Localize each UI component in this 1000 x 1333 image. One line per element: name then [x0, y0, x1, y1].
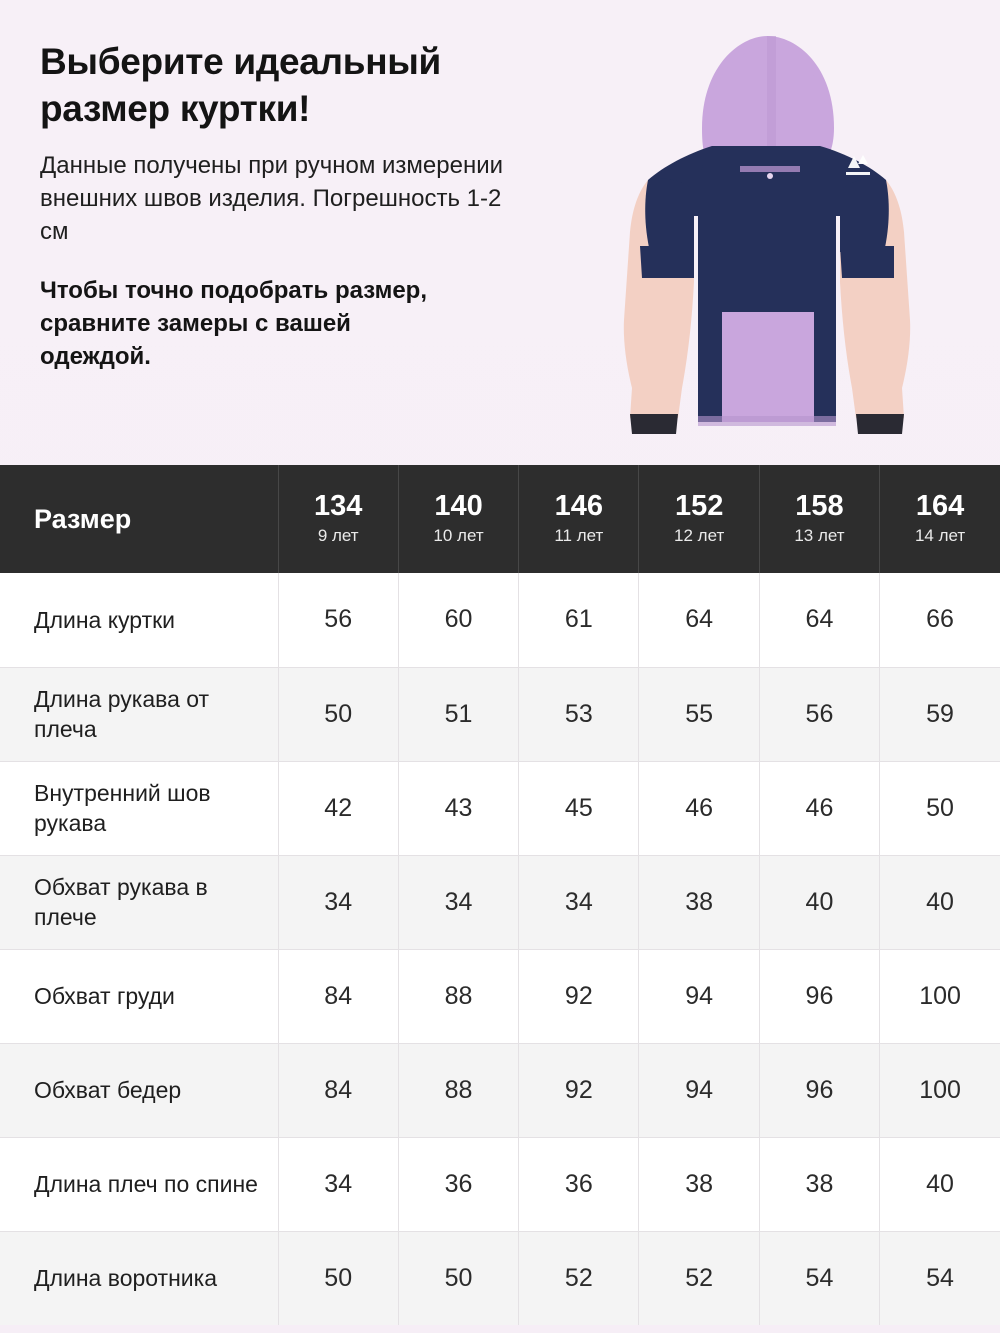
table-row: [0, 667, 1000, 761]
cell-value: 94: [639, 949, 759, 1043]
cell-value: 43: [398, 761, 518, 855]
table-column-header: [278, 465, 398, 573]
cell-value: 88: [398, 1043, 518, 1137]
column-age: 12 лет: [674, 525, 725, 545]
cell-value: 46: [759, 761, 879, 855]
table-row: [0, 761, 1000, 855]
table-row: [0, 1137, 1000, 1231]
jacket-icon: [552, 20, 972, 440]
table-row: [0, 949, 1000, 1043]
cell-value: 42: [278, 761, 398, 855]
compare-note: Чтобы точно подобрать размер, сравните замеры с вашей одеждой.: [40, 277, 428, 371]
cell-value: 40: [880, 855, 1000, 949]
table-row: [0, 573, 1000, 667]
cell-value: 54: [759, 1231, 879, 1325]
cell-value: 84: [278, 1043, 398, 1137]
table-column-header: [519, 465, 639, 573]
cell-value: 54: [880, 1231, 1000, 1325]
cell-value: 66: [880, 573, 1000, 667]
row-label: Внутренний шов рукава: [0, 761, 278, 855]
cell-value: 64: [759, 573, 879, 667]
cell-value: 50: [278, 667, 398, 761]
cell-value: 96: [759, 1043, 879, 1137]
cell-value: 34: [278, 855, 398, 949]
table-column-header: [398, 465, 518, 573]
cell-value: 52: [519, 1231, 639, 1325]
column-age: 11 лет: [554, 525, 604, 545]
row-label: Обхват рукава в плече: [0, 855, 278, 949]
column-age: 9 лет: [317, 525, 359, 545]
cell-value: 34: [519, 855, 639, 949]
cell-value: 38: [639, 855, 759, 949]
cell-value: 40: [759, 855, 879, 949]
cell-value: 64: [639, 573, 759, 667]
cell-value: 88: [398, 949, 518, 1043]
table-corner-label: Размер: [34, 503, 132, 534]
cell-value: 51: [398, 667, 518, 761]
cell-value: 56: [278, 573, 398, 667]
cell-value: 34: [278, 1137, 398, 1231]
column-size: 152: [674, 490, 724, 523]
row-label: Длина воротника: [34, 1265, 218, 1292]
cell-value: 96: [759, 949, 879, 1043]
table-row: [0, 855, 1000, 949]
column-age: 10 лет: [433, 525, 484, 545]
cell-value: 38: [639, 1137, 759, 1231]
table-header-row: [0, 465, 1000, 573]
cell-value: 84: [278, 949, 398, 1043]
column-size: 164: [915, 490, 965, 523]
cell-value: 94: [639, 1043, 759, 1137]
cell-value: 50: [880, 761, 1000, 855]
cell-value: 46: [639, 761, 759, 855]
cell-value: 50: [278, 1231, 398, 1325]
cell-value: 100: [880, 1043, 1000, 1137]
cell-value: 38: [759, 1137, 879, 1231]
column-age: 14 лет: [914, 525, 966, 545]
table-column-header: [880, 465, 1000, 573]
cell-value: 36: [398, 1137, 518, 1231]
size-table: [0, 465, 1000, 1325]
cell-value: 100: [880, 949, 1000, 1043]
page-title: Выберите идеальный размер куртки!: [40, 41, 442, 130]
column-size: 140: [434, 490, 483, 523]
column-size: 146: [554, 490, 604, 523]
cell-value: 36: [519, 1137, 639, 1231]
cell-value: 45: [519, 761, 639, 855]
cell-value: 60: [398, 573, 518, 667]
column-age: 13 лет: [794, 525, 845, 545]
cell-value: 40: [880, 1137, 1000, 1231]
row-label: Длина плеч по спине: [0, 1137, 278, 1231]
cell-value: 50: [398, 1231, 518, 1325]
row-label: Длина куртки: [0, 573, 278, 667]
cell-value: 52: [639, 1231, 759, 1325]
cell-value: 34: [398, 855, 518, 949]
header-section: [0, 0, 1000, 465]
cell-value: 92: [519, 949, 639, 1043]
table-column-header: [639, 465, 759, 573]
cell-value: 55: [639, 667, 759, 761]
cell-value: 61: [519, 573, 639, 667]
jacket-illustration: [552, 20, 972, 440]
row-label: Обхват бедер: [0, 1043, 278, 1137]
row-label: Длина рукава от плеча: [0, 667, 278, 761]
measurement-note: Данные получены при ручном измерении внешних швов изделия. Погрешность 1-2 см: [40, 151, 504, 245]
table-row: [0, 1043, 1000, 1137]
cell-value: 92: [519, 1043, 639, 1137]
table-row: [0, 1231, 1000, 1325]
cell-value: 56: [759, 667, 879, 761]
column-size: 158: [795, 490, 844, 523]
table-column-header: [759, 465, 879, 573]
cell-value: 53: [519, 667, 639, 761]
cell-value: 59: [880, 667, 1000, 761]
column-size: 134: [314, 490, 363, 523]
row-label: Обхват груди: [0, 949, 278, 1043]
